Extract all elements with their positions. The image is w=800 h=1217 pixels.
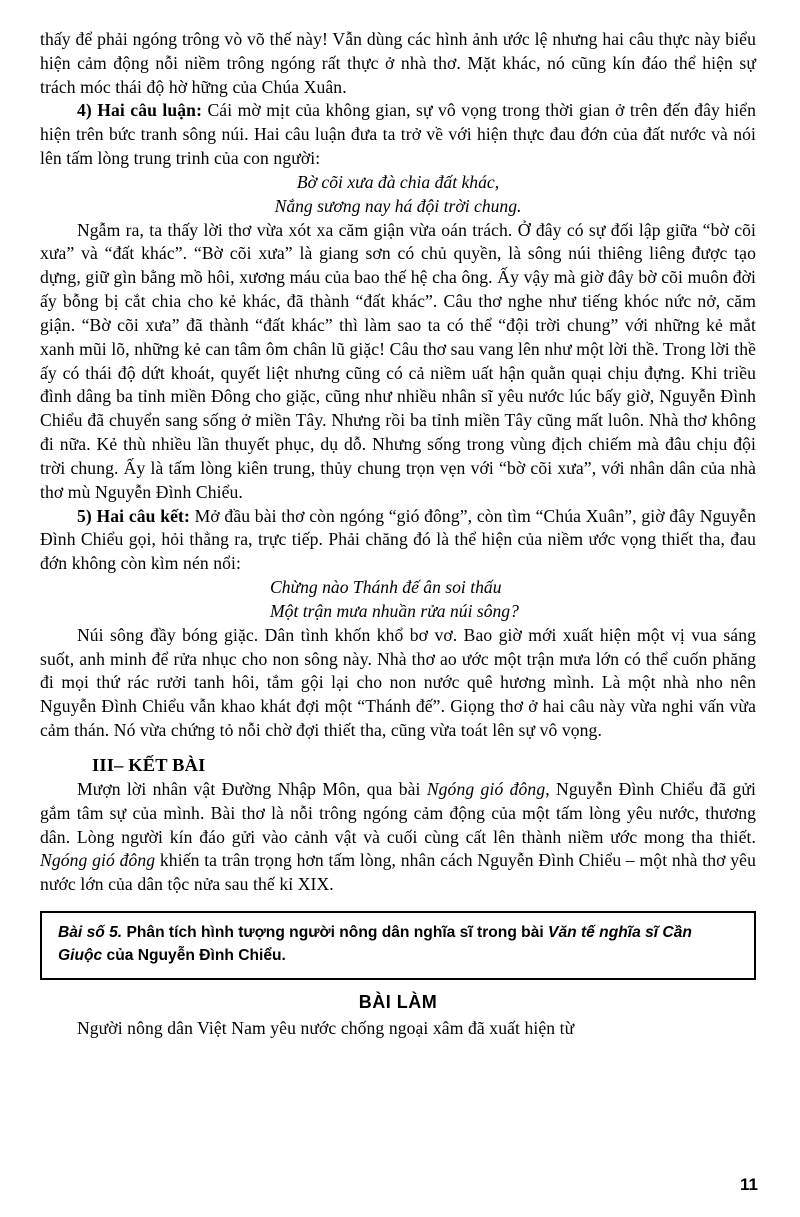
text-run: Mượn lời nhân vật Đường Nhập Môn, qua bài [76, 778, 427, 799]
task-emphasis: Văn tế nghĩa sĩ Cần Giuộc [58, 923, 692, 964]
paragraph-analysis-ket: Núi sông đầy bóng giặc. Dân tình khốn khổ bơ vơ. Bao giờ mới xuất hiện một vị vua sáng suốt, anh minh để rửa nhục cho non sông này. Nhà thơ ao ước một trận mưa lớn có thể cuốn phăng đi mọi thứ rác rưởi tanh hôi, tắm gội lại cho non nước quê hương mình. Là một nhà nho nên Nguyễn Đình Chiểu vẫn khao khát đợi một “Thánh đế”. Giọng thơ ở hai câu này vừa nghi vấn vừa cảm thán. Nó vừa chứng tỏ nỗi chờ đợi thiết tha, cũng vừa toát lên sự vô vọng. [40, 624, 756, 741]
task-box [40, 911, 756, 980]
verse-line: Chừng nào Thánh đế ân soi thấu [270, 577, 502, 598]
task-text: Phân tích hình tượng người nông dân nghĩa sĩ trong bài [122, 923, 549, 941]
text-run: , Nguyễn Đình Chiểu đã gửi gắm tâm sự của mình. Bài thơ là nỗi trông ngóng cảm động của một tấm lòng yêu nước, thương dân. Lòng người kín đáo gửi vào cảnh vật và cuối cùng cất lên thành niềm ước mong tha thiết. [40, 778, 756, 847]
paragraph-analysis-luan: Ngẫm ra, ta thấy lời thơ vừa xót xa căm giận vừa oán trách. Ở đây có sự đối lập giữa “bờ cõi xưa” và “đất khác”. “Bờ cõi xưa” là giang sơn có chủ quyền, là sông núi thiêng liêng được tạo dựng, giữ gìn bằng mồ hôi, xương máu của bao thế hệ cha ông. Ấy vậy mà giờ đây bờ cõi muôn đời ấy bỗng bị cắt chia cho kẻ khác, đã thành “đất khác”. Câu thơ nghe như tiếng khóc nức nở, căm giận. “Bờ cõi xưa” đã thành “đất khác” thì làm sao ta có thể “đội trời chung” với những kẻ mắt xanh mũi lõ, những kẻ can tâm ôm chân lũ giặc! Câu thơ sau vang lên như một lời thề. Trong lời thề ấy có thái độ dứt khoát, quyết liệt nhưng cũng có cả niềm uất hận quằn quại chịu đựng. Khi triều đình dâng ba tỉnh miền Đông cho giặc, cũng như nhiều nhân sĩ yêu nước lúc bấy giờ, Nguyễn Đình Chiểu đã chuyển sang sống ở miền Tây. Nhưng rồi ba tỉnh miền Tây cũng mất luôn. Nhà thơ không đi nữa. Kẻ thù nhiều lần thuyết phục, dụ dỗ. Nhưng sống trong vùng địch chiếm mà đâu chịu đội trời chung. Ấy là tấm lòng kiên trung, thủy chung trọn vẹn với “bờ cõi xưa”, với nhân dân của nhà thơ mù Nguyễn Đình Chiểu. [40, 219, 756, 502]
page-number: 11 [740, 1175, 758, 1194]
work-title: Ngóng gió đông [40, 850, 156, 871]
paragraph-lead-label: 4) Hai câu luận: [76, 100, 203, 121]
paragraph-ket: 5) Hai câu kết: Mở đầu bài thơ còn ngóng “gió đông”, còn tìm “Chúa Xuân”, giờ đây Nguyễn Đình Chiểu gọi, hỏi thẳng ra, trực tiếp. Phải chăng đó là thể hiện của niềm ước vọng thiết tha, đau đớn không còn kìm nén nổi: [40, 505, 756, 574]
balam-heading: BÀI LÀM [358, 992, 438, 1013]
verse-line: Bờ cõi xưa đà chia đất khác, [296, 171, 500, 192]
paragraph-balam-open: Người nông dân Việt Nam yêu nước chống ngoại xâm đã xuất hiện từ [76, 1018, 575, 1039]
section-heading: III– KẾT BÀI [92, 754, 206, 775]
paragraph-conclusion [40, 778, 756, 897]
task-emphasis: Bài số 5. [58, 923, 123, 941]
verse-line: Nắng sương nay há đội trời chung. [274, 195, 522, 216]
paragraph-continuation: thấy để phải ngóng trông vò võ thế này! Vẫn dùng các hình ảnh ước lệ nhưng hai câu thực này biểu hiện cảm động nỗi niềm trông ngóng rất thực ở nhà thơ. Mặt khác, nó cũng kín đáo thể hiện sự trách móc thái độ hờ hững của Chúa Xuân. [40, 29, 756, 97]
paragraph-lead-label: 5) Hai câu kết: [76, 505, 190, 526]
task-text: của Nguyễn Đình Chiểu. [102, 946, 286, 964]
work-title: Ngóng gió đông [426, 778, 546, 799]
verse-line: Một trận mưa nhuần rửa núi sông? [270, 600, 519, 621]
text-run: khiến ta trân trọng hơn tấm lòng, nhân cách Nguyễn Đình Chiểu – một nhà thơ yêu nước lớn của dân tộc nửa sau thế kỉ XIX. [40, 850, 756, 895]
paragraph-luan: 4) Hai câu luận: Cái mờ mịt của không gian, sự vô vọng trong thời gian ở trên đến đây hiển hiện trên bức tranh sông núi. Hai câu luận đưa ta trở về với hiện thực đau đớn của đất nước và nói lên tấm lòng trung trinh của con người: [40, 100, 756, 169]
page-content [40, 28, 756, 1041]
